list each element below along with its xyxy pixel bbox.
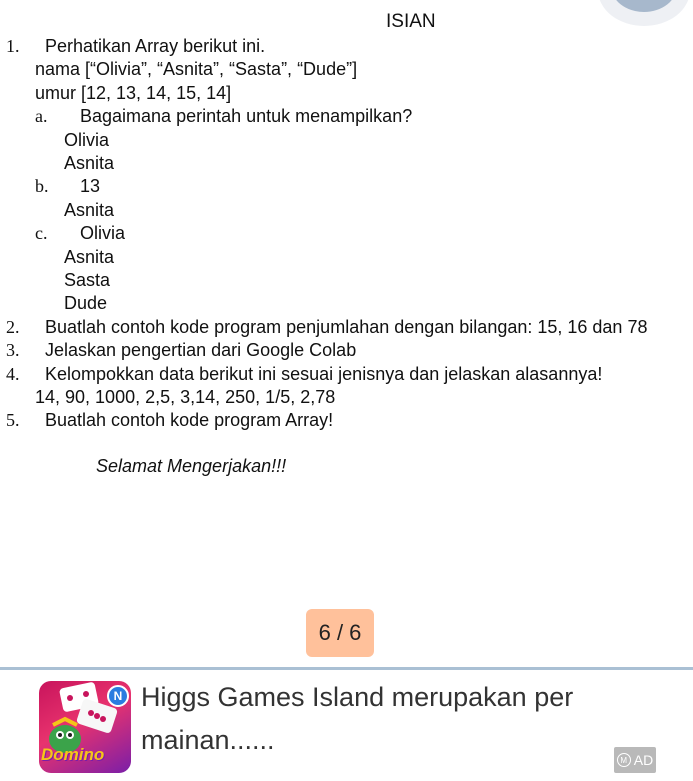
q2-text: Buatlah contoh kode program penjumlahan dengan bilangan: 15, 16 dan 78 xyxy=(45,317,648,337)
q5-number: 5. xyxy=(6,410,20,430)
q1a-output-line: Asnita xyxy=(64,153,115,173)
q5-text: Buatlah contoh kode program Array! xyxy=(45,410,334,430)
q1a-text: Bagaimana perintah untuk menampilkan? xyxy=(80,106,413,126)
ad-thumb-text: Domino xyxy=(41,745,105,764)
ad-thumbnail[interactable] xyxy=(39,681,131,773)
ad-thumb-badge: N xyxy=(107,685,129,707)
ad-title-line[interactable]: mainan...... xyxy=(141,725,275,755)
q1b-letter: b. xyxy=(35,176,49,196)
q1-number: 1. xyxy=(6,36,20,56)
q4-data: 14, 90, 1000, 2,5, 3,14, 250, 1/5, 2,78 xyxy=(35,387,336,407)
q1c-output-line: Asnita xyxy=(64,247,115,267)
divider xyxy=(0,667,693,670)
closing-text: Selamat Mengerjakan!!! xyxy=(96,456,287,476)
q1b-text: 13 xyxy=(80,176,101,196)
q3-number: 3. xyxy=(6,340,20,360)
q1c-text: Olivia xyxy=(80,223,126,243)
ad-badge-label: AD xyxy=(633,752,654,768)
page-indicator-label: 6 / 6 xyxy=(318,620,362,645)
q1-array-umur: umur [12, 13, 14, 15, 14] xyxy=(35,83,232,103)
q1b-output-line: Asnita xyxy=(64,200,115,220)
q1-array-nama: nama [“Olivia”, “Asnita”, “Sasta”, “Dude”] xyxy=(35,59,358,79)
q1a-letter: a. xyxy=(35,106,48,126)
q1c-letter: c. xyxy=(35,223,48,243)
q4-number: 4. xyxy=(6,364,20,384)
page-indicator[interactable] xyxy=(306,609,374,657)
q2-number: 2. xyxy=(6,317,20,337)
q1a-output-line: Olivia xyxy=(64,130,110,150)
q4-text: Kelompokkan data berikut ini sesuai jenisnya dan jelaskan alasannya! xyxy=(45,364,603,384)
q1c-output-line: Dude xyxy=(64,293,108,313)
q1c-output-line: Sasta xyxy=(64,270,111,290)
page-title: ISIAN xyxy=(386,11,436,32)
q1-text: Perhatikan Array berikut ini. xyxy=(45,36,266,56)
ad-title-line[interactable]: Higgs Games Island merupakan per xyxy=(141,682,574,712)
ad-network-icon: M xyxy=(617,753,631,767)
q3-text: Jelaskan pengertian dari Google Colab xyxy=(45,340,357,360)
ad-badge[interactable] xyxy=(614,747,656,773)
